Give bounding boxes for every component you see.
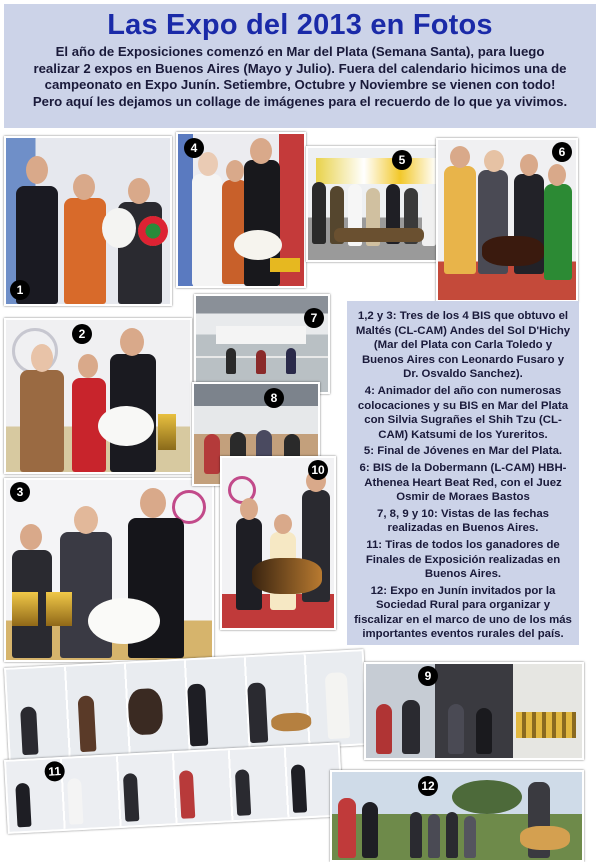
photo-number-badge: 4 [184,138,204,158]
photo-number-badge: 12 [418,776,438,796]
photo-number-badge: 6 [552,142,572,162]
photo-number-badge: 7 [304,308,324,328]
photo-number-badge: 11 [44,761,65,782]
photo-number-badge: 3 [10,482,30,502]
photo-1 [4,136,172,306]
photo-7 [194,294,330,394]
caption-box [347,301,579,645]
photo-6 [436,138,578,302]
photo-number-badge: 8 [264,388,284,408]
photo-number-badge: 1 [10,280,30,300]
photo-9 [364,662,584,760]
photo-number-badge: 10 [308,460,328,480]
caption-11: 11: Tiras de todos los ganadores de Finales de Exposición realizadas en Buenos Aires. [365,538,561,581]
photo-number-badge: 5 [392,150,412,170]
caption-4: 4: Animador del año con numerosas colocaciones y su BIS en Mar del Plata con Silvia Sugrañes el Shih Tzu (CL-CAM) Katsumi de los Yureritos. [357,384,569,441]
caption-5: 5: Final de Jóvenes en Mar del Plata. [363,445,563,458]
header-box [4,4,596,128]
caption-12: 12: Expo en Junín invitados por la Sociedad Rural para organizar y fiscalizar en el marco de uno de los más importantes eventos rurales del país. [354,584,572,641]
photo-number-badge: 2 [72,324,92,344]
page-title: Las Expo del 2013 en Fotos [107,9,493,41]
intro-text: El año de Exposiciones comenzó en Mar del Plata (Semana Santa), para luego realizar 2 expos en Buenos Aires (Mayo y Julio). Fuera del calendario hicimos una de campeonato en Expo Junín. Setiembre, Octubre y Noviembre se vienen con todo! Pero aquí les dejamos un collage de imágenes para el recuerdo de lo que ya vivimos. [32,44,568,109]
caption-1-2-3: 1,2 y 3: Tres de los 4 BIS que obtuvo el Maltés (CL-CAM) Andes del Sol D'Hichy (Mar del Plata con Carla Toledo y Buenos Aires con Leonardo Fusaro y Dr. Osvaldo Sanchez). [355,310,571,381]
caption-6: 6: BIS de la Dobermann (L-CAM) HBH-Athenea Heart Beat Red, con el Juez Osmir de Moraes Bastos [359,461,567,504]
photo-3 [4,478,214,662]
caption-7-8-9-10: 7, 8, 9 y 10: Vistas de las fechas realizadas en Buenos Aires. [376,507,550,535]
photo-4 [176,132,306,288]
photo-10 [220,456,336,630]
photo-5 [306,146,448,262]
photo-2 [4,318,192,474]
photo-number-badge: 9 [418,666,438,686]
photo-12 [330,770,584,862]
